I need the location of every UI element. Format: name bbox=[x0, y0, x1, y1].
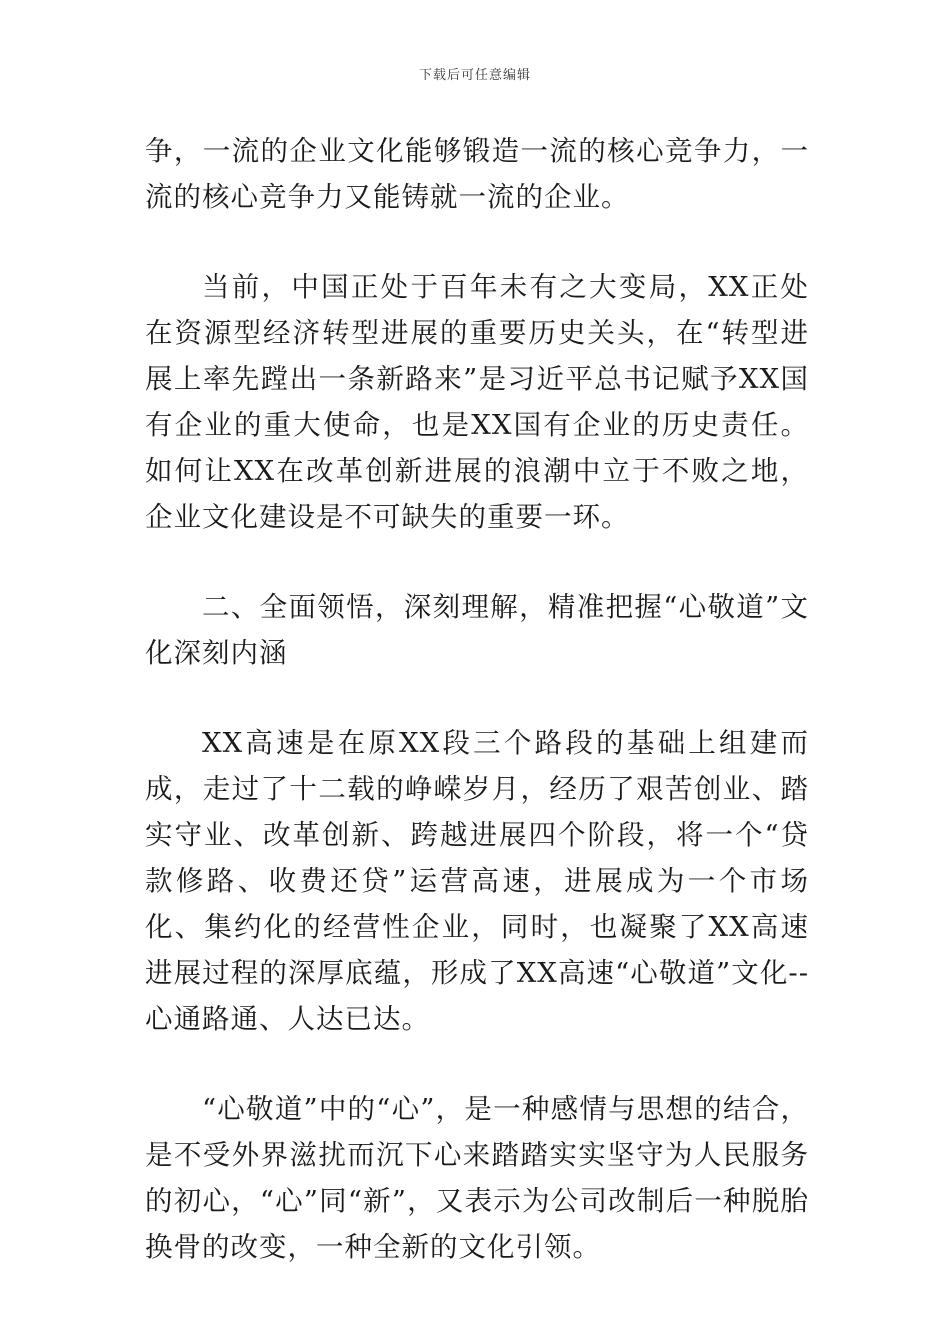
paragraph-heart-meaning: “心敬道”中的“心”，是一种感情与思想的结合，是不受外界滋扰而沉下心来踏踏实实坚守为人民服务的初心，“心”同“新”，又表示为公司改制后一种脱胎换骨的改变，一种全新的文化引领。 bbox=[145, 1093, 809, 1263]
section-heading: 二、全面领悟，深刻理解，精准把握“心敬道”文化深刻内涵 bbox=[145, 591, 809, 669]
paragraph-current-situation: 当前，中国正处于百年未有之大变局，XX正处在资源型经济转型进展的重要历史关头，在“转型进展上率先蹚出一条新路来”是习近平总书记赋予XX国有企业的重大使命，也是XX国有企业的历史责任。如何让XX在改革创新进展的浪潮中立于不败之地，企业文化建设是不可缺失的重要一环。 bbox=[145, 271, 809, 533]
page-header: 下载后可任意编辑 bbox=[418, 68, 531, 83]
document-body bbox=[145, 128, 809, 1270]
paragraph-continuation: 争，一流的企业文化能够锻造一流的核心竞争力，一流的核心竞争力又能铸就一流的企业。 bbox=[145, 135, 809, 213]
paragraph-company-history: XX高速是在原XX段三个路段的基础上组建而成，走过了十二载的峥嵘岁月，经历了艰苦创业、踏实守业、改革创新、跨越进展四个阶段，将一个“贷款修路、收费还贷”运营高速，进展成为一个市场化、集约化的经营性企业，同时，也凝聚了XX高速进展过程的深厚底蕴，形成了XX高速“心敬道”文化--心通路通、人达已达。 bbox=[145, 727, 809, 1035]
